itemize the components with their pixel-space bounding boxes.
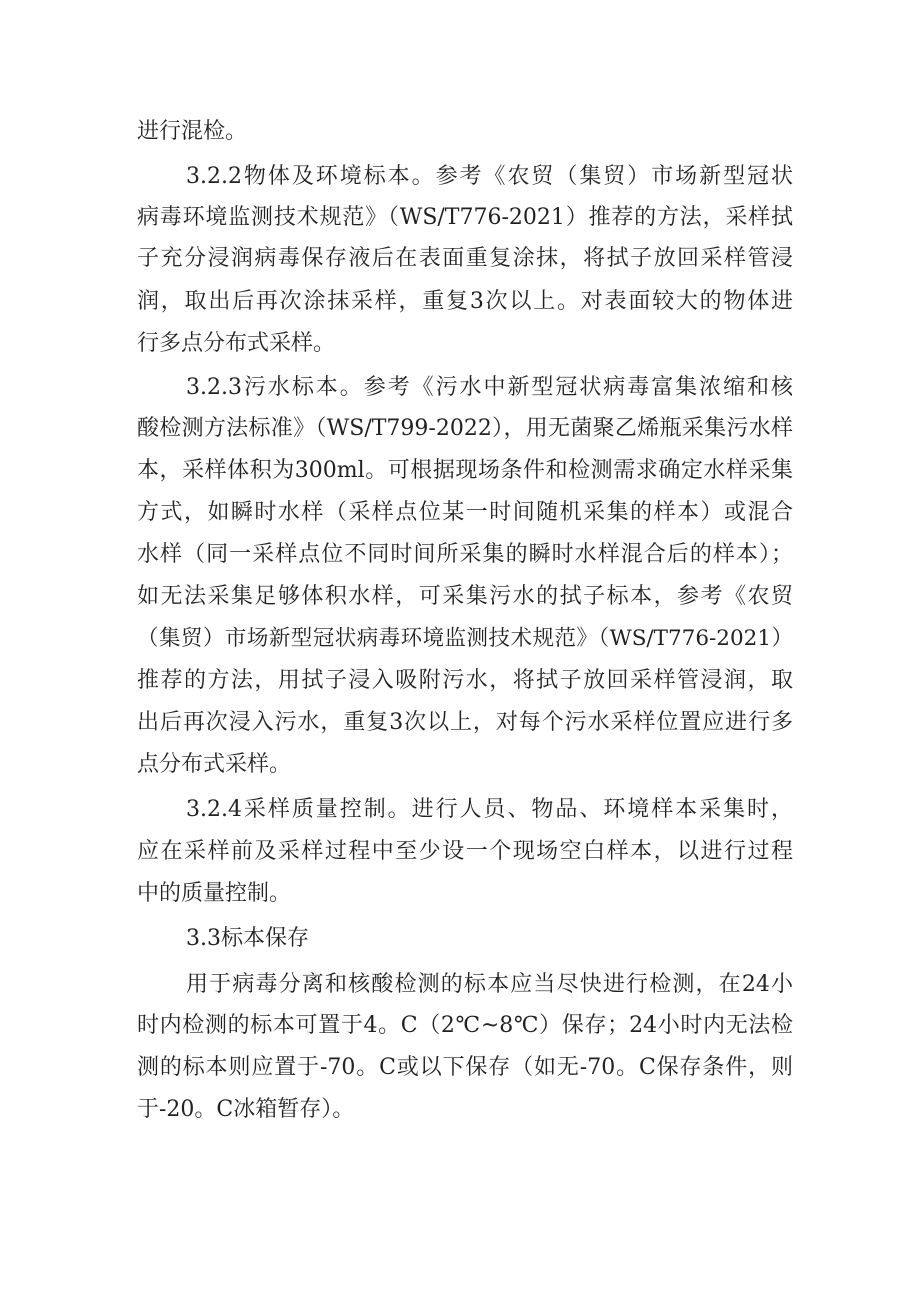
text-line: 中的质量控制。 bbox=[137, 881, 292, 906]
text-line: 测的标本则应置于-70。C或以下保存（如无-70。C保存条件，则 bbox=[137, 1055, 793, 1080]
text-line: 方式，如瞬时水样（采样点位某一时间随机采集的样本）或混合 bbox=[137, 500, 793, 525]
text-line: 用于病毒分离和核酸检测的标本应当尽快进行检测，在24小 bbox=[186, 972, 793, 997]
section-heading: 3.3标本保存 bbox=[186, 926, 309, 951]
text-line: 应在采样前及采样过程中至少设一个现场空白样本，以进行过程 bbox=[137, 839, 793, 864]
text-line: 推荐的方法，用拭子浸入吸附污水，将拭子放回采样管浸润，取 bbox=[137, 668, 793, 693]
text-line: 行多点分布式采样。 bbox=[137, 331, 336, 356]
text-line: 3.2.2物体及环境标本。参考《农贸（集贸）市场新型冠状 bbox=[186, 164, 793, 189]
text-line: 进行混检。 bbox=[137, 119, 248, 144]
text-line: 如无法采集足够体积水样，可采集污水的拭子标本，参考《农贸 bbox=[137, 584, 793, 609]
text-line: 3.2.3污水标本。参考《污水中新型冠状病毒富集浓缩和核 bbox=[186, 375, 793, 400]
text-line: 病毒环境监测技术规范》（WS/T776-2021）推荐的方法，采样拭 bbox=[137, 205, 793, 230]
text-line: 点分布式采样。 bbox=[137, 752, 292, 777]
text-line: 于-20。C冰箱暂存）。 bbox=[137, 1097, 355, 1122]
text-line: 子充分浸润病毒保存液后在表面重复涂抹，将拭子放回采样管浸 bbox=[137, 246, 793, 271]
text-line: 酸检测方法标准》（WS/T799-2022），用无菌聚乙烯瓶采集污水样 bbox=[137, 416, 793, 441]
text-line: 润，取出后再次涂抹采样，重复3次以上。对表面较大的物体进 bbox=[137, 289, 793, 314]
text-line: 时内检测的标本可置于4。C（2℃~8℃）保存；24小时内无法检 bbox=[137, 1013, 793, 1038]
text-line: 本，采样体积为300ml。可根据现场条件和检测需求确定水样采集 bbox=[137, 458, 793, 483]
text-line: 出后再次浸入污水，重复3次以上，对每个污水采样位置应进行多 bbox=[137, 710, 793, 735]
text-line: 3.2.4采样质量控制。进行人员、物品、环境样本采集时， bbox=[186, 797, 793, 822]
text-line: （集贸）市场新型冠状病毒环境监测技术规范》（WS/T776-2021） bbox=[137, 626, 793, 651]
text-line: 水样（同一采样点位不同时间所采集的瞬时水样混合后的样本）； bbox=[137, 542, 793, 567]
